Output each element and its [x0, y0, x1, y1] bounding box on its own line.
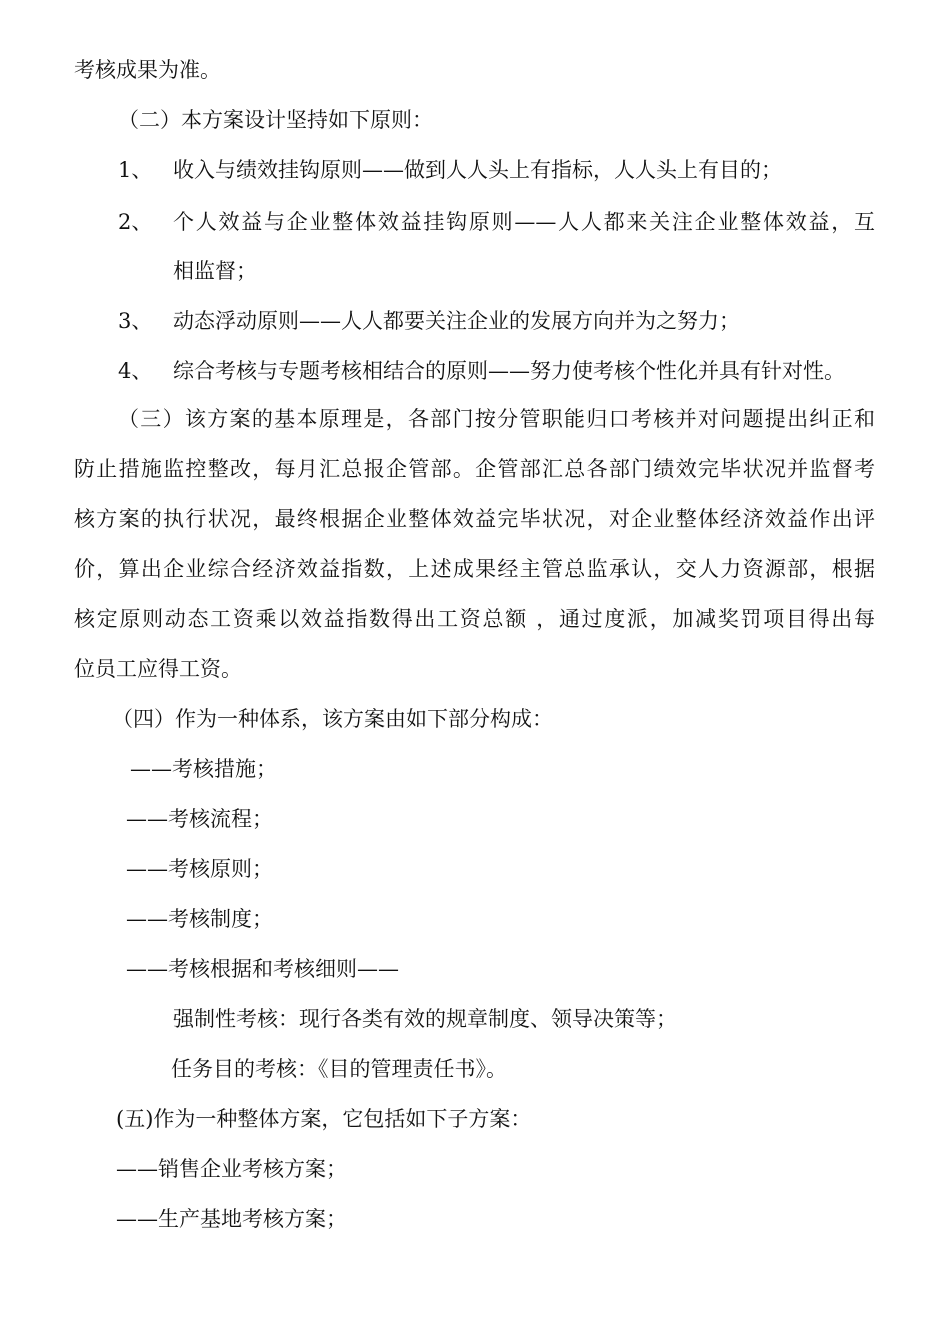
section3-line: 位员工应得工资。 — [74, 657, 242, 681]
principle-item-2-line2: 相监督； — [173, 259, 257, 283]
component-item: ——考核制度； — [126, 907, 273, 931]
principle-item-3: 动态浮动原则——人人都要关注企业的发展方向并为之努力； — [173, 309, 740, 333]
principle-item-2-line1: 个人效益与企业整体效益挂钩原则——人人都来关注企业整体效益，互 — [173, 210, 875, 234]
component-item: ——考核流程； — [126, 807, 273, 831]
component-subitem: 强制性考核：现行各类有效的规章制度、领导决策等； — [173, 1007, 677, 1031]
sub-plan-item: ——销售企业考核方案； — [116, 1157, 347, 1181]
section4-heading: （四）作为一种体系，该方案由如下部分构成： — [112, 707, 553, 731]
component-item: ——考核根据和考核细则—— — [126, 957, 399, 981]
component-item: ——考核措施； — [130, 757, 277, 781]
intro-continuation: 考核成果为准。 — [74, 58, 221, 82]
principle-item-4: 综合考核与专题考核相结合的原则——努力使考核个性化并具有针对性。 — [173, 359, 845, 383]
item-number: 4、 — [118, 359, 153, 383]
section3-line: 核方案的执行状况，最终根据企业整体效益完毕状况，对企业整体经济效益作出评 — [74, 507, 875, 531]
component-subitem: 任务目的考核：《目的管理责任书》。 — [171, 1057, 507, 1081]
item-number: 1、 — [118, 158, 153, 182]
section3-line: 核定原则动态工资乘以效益指数得出工资总额 ，通过度派，加减奖罚项目得出每 — [74, 607, 875, 631]
item-number: 3、 — [118, 309, 153, 333]
principle-item-1: 收入与绩效挂钩原则——做到人人头上有指标，人人头上有目的； — [173, 158, 782, 182]
component-item: ——考核原则； — [126, 857, 273, 881]
sub-plan-item: ——生产基地考核方案； — [116, 1207, 347, 1231]
section3-line: 价，算出企业综合经济效益指数，上述成果经主管总监承认，交人力资源部，根据 — [74, 557, 875, 581]
item-number: 2、 — [118, 210, 153, 234]
section3-line: 防止措施监控整改，每月汇总报企管部。企管部汇总各部门绩效完毕状况并监督考 — [74, 457, 875, 481]
section5-heading: (五)作为一种整体方案，它包括如下子方案： — [116, 1107, 532, 1131]
section3-line: （三）该方案的基本原理是，各部门按分管职能归口考核并对问题提出纠正和 — [118, 407, 875, 431]
section2-heading: （二）本方案设计坚持如下原则： — [118, 108, 433, 132]
